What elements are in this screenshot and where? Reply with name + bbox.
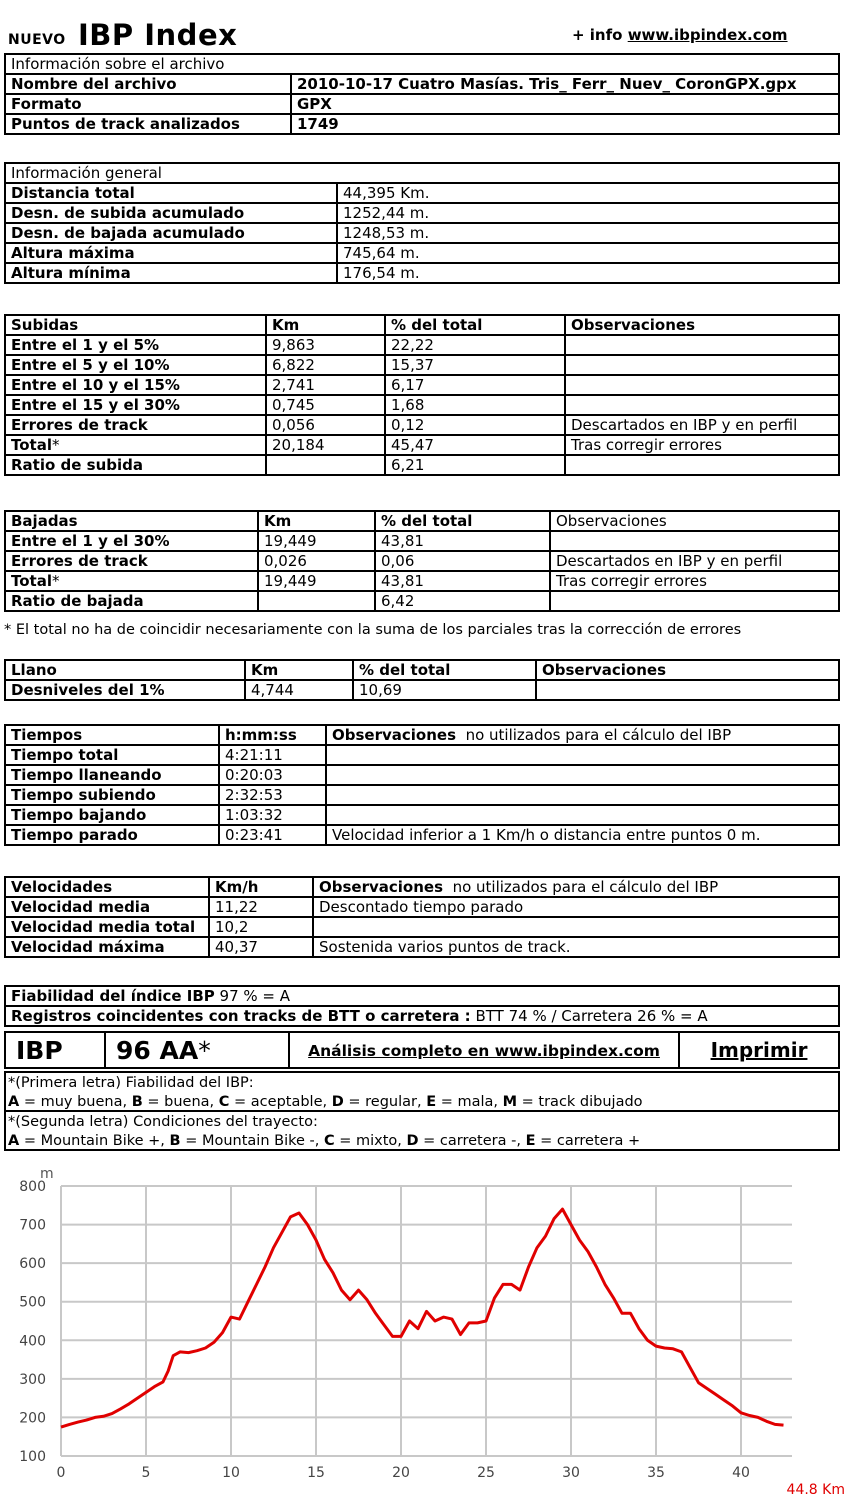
table-row (5, 825, 839, 845)
pct-cell: 43,81 (375, 571, 550, 591)
column-header: Tiempos (5, 725, 219, 745)
pct-cell: 15,37 (385, 355, 565, 375)
column-header: Km/h (209, 877, 313, 897)
page-header (0, 0, 846, 52)
km-cell: 9,863 (266, 335, 385, 355)
legend-key: D (331, 1094, 344, 1110)
asterisk-mark: * (51, 572, 60, 590)
x-tick-label: 30 (562, 1465, 580, 1481)
elevation-line (61, 1209, 784, 1427)
obs-cell (550, 591, 839, 611)
obs-cell (550, 531, 839, 551)
row-label: Ratio de bajada (5, 591, 258, 611)
asterisk-mark: * (51, 436, 60, 454)
info-link[interactable]: www.ibpindex.com (627, 26, 788, 44)
table-row (5, 455, 839, 475)
y-tick-label: 600 (19, 1256, 46, 1273)
legend-value: = carretera -, (418, 1133, 526, 1149)
subidas-table (4, 314, 840, 476)
registros-value: BTT 74 % / Carretera 26 % = A (475, 1007, 708, 1025)
row-label: Ratio de subida (5, 455, 266, 475)
file-info-table (4, 53, 840, 135)
table-row (5, 183, 839, 203)
general-info-table (4, 162, 840, 284)
full-analysis-link[interactable]: Análisis completo en www.ibpindex.com (290, 1033, 680, 1067)
fiabilidad-label: Fiabilidad del índice IBP (11, 987, 215, 1005)
table-row (5, 765, 839, 785)
obs-cell (565, 395, 839, 415)
column-header: Llano (5, 660, 245, 680)
total-label: Total (11, 572, 52, 590)
legend-value: = muy buena, (19, 1094, 132, 1110)
time-cell: 0:20:03 (219, 765, 326, 785)
track-points-value: 1749 (291, 114, 839, 134)
table-row (5, 551, 839, 571)
y-tick-labels (19, 1179, 46, 1465)
legend-key: A (8, 1133, 20, 1149)
table-row (5, 571, 839, 591)
km-cell: 4,744 (245, 680, 353, 700)
legend-key: A (8, 1094, 20, 1110)
table-row (5, 223, 839, 243)
table-row (5, 897, 839, 917)
x-tick-labels (57, 1465, 750, 1481)
speed-cell: 40,37 (209, 937, 313, 957)
row-label: Desniveles del 1% (5, 680, 245, 700)
time-cell: 1:03:32 (219, 805, 326, 825)
legend-title: *(Segunda letra) Condiciones del trayecto: (8, 1114, 318, 1130)
table-row (5, 1006, 839, 1026)
km-cell: 19,449 (258, 531, 375, 551)
km-cell: 6,822 (266, 355, 385, 375)
km-cell (266, 455, 385, 475)
table-row (5, 243, 839, 263)
row-label: Velocidad máxima (5, 937, 209, 957)
obs-cell: Descartados en IBP y en perfil (565, 415, 839, 435)
obs-cell (326, 745, 839, 765)
speed-cell: 11,22 (209, 897, 313, 917)
format-value: GPX (291, 94, 839, 114)
x-tick-label: 5 (141, 1465, 151, 1481)
obs-cell (536, 680, 839, 700)
row-label: Tiempo llaneando (5, 765, 219, 785)
column-header: h:mm:ss (219, 725, 326, 745)
km-cell: 0,745 (266, 395, 385, 415)
row-label: Formato (5, 94, 291, 114)
row-label: Entre el 5 y el 10% (5, 355, 266, 375)
row-label: Entre el 15 y el 30% (5, 395, 266, 415)
row-label: Tiempo subiendo (5, 785, 219, 805)
legend-value: = Mountain Bike +, (19, 1133, 170, 1149)
x-tick-label: 25 (477, 1465, 495, 1481)
row-label: Desn. de bajada acumulado (5, 223, 337, 243)
y-tick-label: 100 (19, 1449, 46, 1465)
file-name-value: 2010-10-17 Cuatro Masías. Tris_ Ferr_ Nuev_ CoronGPX.gpx (291, 74, 839, 94)
row-label: Tiempo parado (5, 825, 219, 845)
legend-key: E (426, 1094, 437, 1110)
km-cell (258, 591, 375, 611)
obs-header-label: Observaciones (319, 878, 444, 896)
time-cell: 0:23:41 (219, 825, 326, 845)
row-value: 745,64 m. (337, 243, 839, 263)
table-row (5, 335, 839, 355)
x-tick-label: 0 (56, 1465, 66, 1481)
row-label (5, 435, 266, 455)
totals-footnote: * El total no ha de coincidir necesariamente con la suma de los parciales tras la corrección de errores (4, 622, 742, 638)
time-cell: 2:32:53 (219, 785, 326, 805)
obs-cell: Sostenida varios puntos de track. (313, 937, 839, 957)
obs-cell: Descontado tiempo parado (313, 897, 839, 917)
table-row (5, 680, 839, 700)
row-value: 176,54 m. (337, 263, 839, 283)
pct-cell: 43,81 (375, 531, 550, 551)
row-label: Entre el 1 y el 30% (5, 531, 258, 551)
llano-table (4, 659, 840, 701)
obs-cell (313, 917, 839, 937)
total-distance-label: 44.8 Km (786, 1482, 845, 1498)
elevation-profile-chart (0, 1158, 846, 1507)
ibp-score (106, 1033, 290, 1067)
obs-header-note: no utilizados para el cálculo del IBP (452, 878, 719, 896)
x-tick-label: 20 (392, 1465, 410, 1481)
fiabilidad-line (5, 986, 839, 1006)
ibp-label: IBP (6, 1033, 106, 1067)
column-header: Velocidades (5, 877, 209, 897)
km-cell: 0,026 (258, 551, 375, 571)
velocidades-table (4, 876, 840, 958)
table-row (5, 114, 839, 134)
legend-key: D (406, 1133, 419, 1149)
legend-key: B (169, 1133, 181, 1149)
obs-cell (565, 335, 839, 355)
pct-cell: 0,06 (375, 551, 550, 571)
ibp-score-bar (4, 1031, 840, 1069)
legend-value: = mixto, (334, 1133, 407, 1149)
x-tick-label: 35 (647, 1465, 665, 1481)
legend-value: = aceptable, (229, 1094, 332, 1110)
y-tick-label: 200 (19, 1410, 46, 1427)
obs-cell: Velocidad inferior a 1 Km/h o distancia entre puntos 0 m. (326, 825, 839, 845)
fiabilidad-value: 97 % = A (219, 987, 291, 1005)
info-link-group (572, 26, 788, 44)
row-label: Velocidad media (5, 897, 209, 917)
column-header: Km (245, 660, 353, 680)
km-cell: 19,449 (258, 571, 375, 591)
row-label: Velocidad media total (5, 917, 209, 937)
general-info-heading: Información general (5, 163, 839, 183)
column-header: Bajadas (5, 511, 258, 531)
legend-first-letter (4, 1071, 840, 1112)
column-header: % del total (353, 660, 536, 680)
x-tick-label: 15 (307, 1465, 325, 1481)
y-tick-label: 400 (19, 1333, 46, 1350)
row-label: Altura mínima (5, 263, 337, 283)
print-button[interactable]: Imprimir (710, 1038, 808, 1062)
y-tick-label: 500 (19, 1294, 46, 1311)
pct-cell: 6,21 (385, 455, 565, 475)
row-label: Distancia total (5, 183, 337, 203)
table-row (5, 937, 839, 957)
table-row (5, 395, 839, 415)
y-tick-label: 300 (19, 1371, 46, 1388)
nuevo-badge: NUEVO (8, 32, 66, 48)
legend-value: = mala, (436, 1094, 503, 1110)
obs-header-label: Observaciones (332, 726, 457, 744)
km-cell: 20,184 (266, 435, 385, 455)
legend-key: M (502, 1094, 518, 1110)
tiempos-table (4, 724, 840, 846)
obs-cell (565, 375, 839, 395)
row-value: 1252,44 m. (337, 203, 839, 223)
table-row (5, 375, 839, 395)
bajadas-table (4, 510, 840, 612)
column-header: % del total (385, 315, 565, 335)
legend-value: = buena, (142, 1094, 219, 1110)
table-row (5, 805, 839, 825)
table-row (5, 415, 839, 435)
time-cell: 4:21:11 (219, 745, 326, 765)
legend-value: = Mountain Bike -, (180, 1133, 324, 1149)
pct-cell: 6,42 (375, 591, 550, 611)
fiabilidad-table (4, 985, 840, 1027)
legend-key: C (323, 1133, 335, 1149)
row-label: Entre el 10 y el 15% (5, 375, 266, 395)
obs-cell (565, 455, 839, 475)
table-row (5, 263, 839, 283)
pct-cell: 1,68 (385, 395, 565, 415)
column-header: Km (266, 315, 385, 335)
row-label: Puntos de track analizados (5, 114, 291, 134)
y-axis-unit: m (40, 1166, 54, 1182)
row-label: Desn. de subida acumulado (5, 203, 337, 223)
column-header (326, 725, 839, 745)
column-header: Subidas (5, 315, 266, 335)
legend-key: B (131, 1094, 143, 1110)
speed-cell: 10,2 (209, 917, 313, 937)
legend-items (8, 1132, 838, 1151)
table-row (5, 986, 839, 1006)
column-header: Km (258, 511, 375, 531)
table-row (5, 435, 839, 455)
registros-label: Registros coincidentes con tracks de BTT o carretera : (11, 1007, 471, 1025)
km-cell: 0,056 (266, 415, 385, 435)
legend-key: C (218, 1094, 230, 1110)
row-label: Tiempo total (5, 745, 219, 765)
registros-line (5, 1006, 839, 1026)
column-header: Observaciones (550, 511, 839, 531)
table-row (5, 785, 839, 805)
table-row (5, 531, 839, 551)
y-tick-label: 700 (19, 1217, 46, 1234)
pct-cell: 10,69 (353, 680, 536, 700)
table-row (5, 203, 839, 223)
obs-header-note: no utilizados para el cálculo del IBP (465, 726, 732, 744)
legend-key: E (525, 1133, 536, 1149)
legend-second-letter (4, 1110, 840, 1151)
row-label: Errores de track (5, 415, 266, 435)
row-label (5, 571, 258, 591)
legend-value: = track dibujado (517, 1094, 643, 1110)
file-info-heading: Información sobre el archivo (5, 54, 839, 74)
obs-cell (326, 765, 839, 785)
pct-cell: 6,17 (385, 375, 565, 395)
x-tick-label: 40 (732, 1465, 750, 1481)
pct-cell: 45,47 (385, 435, 565, 455)
table-row (5, 591, 839, 611)
table-row (5, 917, 839, 937)
ibp-score-value: 96 AA (116, 1036, 199, 1065)
obs-cell: Tras corregir errores (565, 435, 839, 455)
table-row (5, 94, 839, 114)
row-label: Entre el 1 y el 5% (5, 335, 266, 355)
obs-cell (565, 355, 839, 375)
x-tick-label: 10 (222, 1465, 240, 1481)
obs-cell (326, 805, 839, 825)
y-tick-label: 800 (19, 1179, 46, 1195)
legend-title: *(Primera letra) Fiabilidad del IBP: (8, 1075, 254, 1091)
pct-cell: 22,22 (385, 335, 565, 355)
column-header: % del total (375, 511, 550, 531)
table-row (5, 74, 839, 94)
total-label: Total (11, 436, 52, 454)
page-title: IBP Index (78, 18, 238, 52)
chart-grid (61, 1186, 792, 1456)
obs-cell: Tras corregir errores (550, 571, 839, 591)
column-header: Observaciones (536, 660, 839, 680)
column-header: Observaciones (565, 315, 839, 335)
legend-value: = regular, (343, 1094, 427, 1110)
table-row (5, 745, 839, 765)
km-cell: 2,741 (266, 375, 385, 395)
asterisk-mark: * (198, 1036, 211, 1065)
row-label: Nombre del archivo (5, 74, 291, 94)
obs-cell: Descartados en IBP y en perfil (550, 551, 839, 571)
legend-value: = carretera + (535, 1133, 641, 1149)
pct-cell: 0,12 (385, 415, 565, 435)
row-label: Tiempo bajando (5, 805, 219, 825)
obs-cell (326, 785, 839, 805)
row-label: Errores de track (5, 551, 258, 571)
row-value: 1248,53 m. (337, 223, 839, 243)
info-prefix: + info (572, 26, 623, 44)
column-header (313, 877, 839, 897)
row-value: 44,395 Km. (337, 183, 839, 203)
table-row (5, 355, 839, 375)
row-label: Altura máxima (5, 243, 337, 263)
